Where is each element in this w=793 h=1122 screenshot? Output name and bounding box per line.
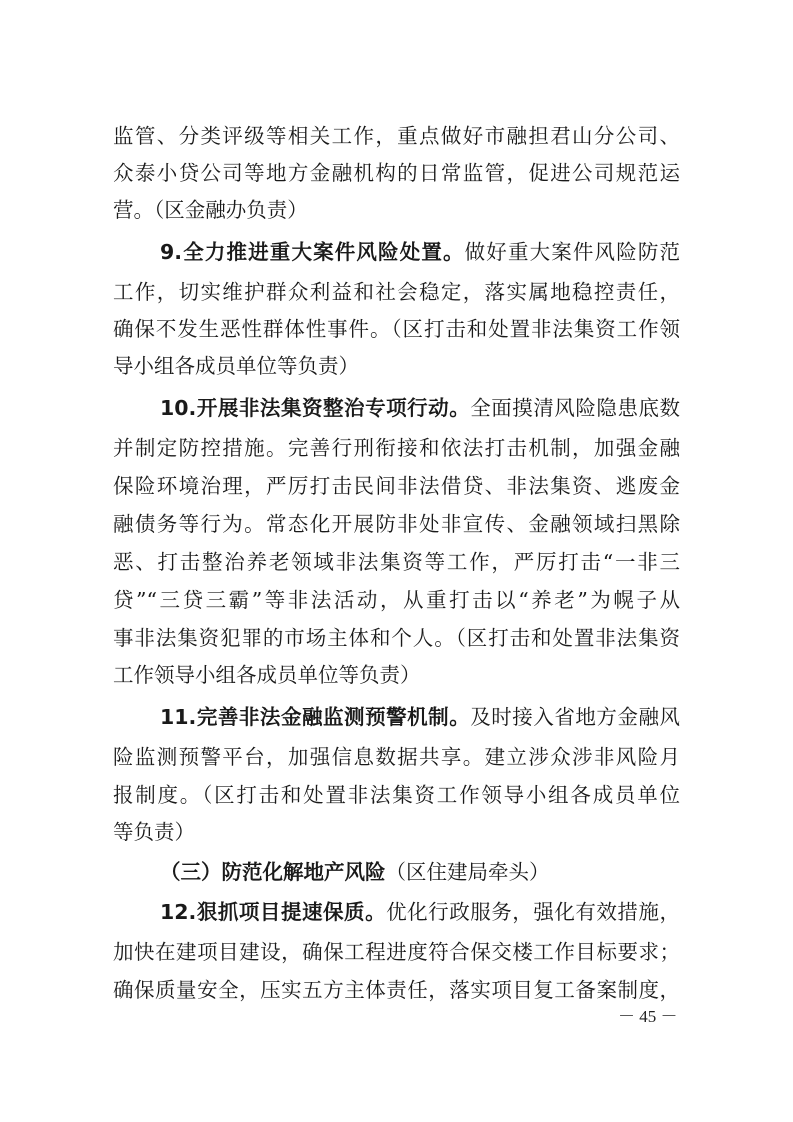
body-line: 营。（区金融办负责） <box>113 198 308 222</box>
page-number: － 45 － <box>618 1007 678 1026</box>
body-line: 贷”“三贷三霸”等非法活动，从重打击以“养老”为幌子从 <box>113 588 680 612</box>
body-line: 导小组各成员单位等负责） <box>113 354 359 378</box>
body-line: 加快在建项目建设，确保工程进度符合保交楼工作目标要求； <box>113 940 680 964</box>
body-line: 确保质量安全，压实五方主体责任，落实项目复工备案制度， <box>113 978 680 1002</box>
body-line: 保险环境治理，严厉打击民间非法借贷、非法集资、逃废金 <box>113 474 680 498</box>
subsection-3-line: （三）防范化解地产风险（区住建局牵头） <box>160 860 550 884</box>
section-12-line: 12.狠抓项目提速保质。优化行政服务，强化有效措施， <box>160 900 680 924</box>
body-line: 监管、分类评级等相关工作，重点做好市融担君山分公司、 <box>113 124 680 148</box>
section-10-line: 10.开展非法集资整治专项行动。全面摸清风险隐患底数 <box>160 396 680 420</box>
body-line: 众泰小贷公司等地方金融机构的日常监管，促进公司规范运 <box>113 161 680 185</box>
body-line: 等负责） <box>113 820 195 844</box>
body-line: 工作，切实维护群众利益和社会稳定，落实属地稳控责任， <box>113 280 680 304</box>
body-line: 险监测预警平台，加强信息数据共享。建立涉众涉非风险月 <box>113 745 680 769</box>
section-9-heading: 9.全力推进重大案件风险处置。 <box>160 240 465 264</box>
body-line: 事非法集资犯罪的市场主体和个人。（区打击和处置非法集资 <box>113 626 680 650</box>
body-line: 融债务等行为。常态化开展防非处非宣传、金融领域扫黑除 <box>113 512 680 536</box>
section-10-heading: 10.开展非法集资整治专项行动。 <box>160 396 471 420</box>
section-11-heading: 11.完善非法金融监测预警机制。 <box>160 705 471 729</box>
body-line: 确保不发生恶性群体性事件。（区打击和处置非法集资工作领 <box>113 317 680 341</box>
subsection-3-heading: （三）防范化解地产风险 <box>160 860 386 884</box>
body-line: 报制度。（区打击和处置非法集资工作领导小组各成员单位 <box>113 783 680 807</box>
body-line: 工作领导小组各成员单位等负责） <box>113 663 421 687</box>
section-9-line: 9.全力推进重大案件风险处置。做好重大案件风险防范 <box>160 240 681 264</box>
body-line: 恶、打击整治养老领域非法集资等工作，严厉打击“一非三 <box>113 550 680 574</box>
body-line: 并制定防控措施。完善行刑衔接和依法打击机制，加强金融 <box>113 436 680 460</box>
section-12-heading: 12.狠抓项目提速保质。 <box>160 900 387 924</box>
section-11-line: 11.完善非法金融监测预警机制。及时接入省地方金融风 <box>160 705 680 729</box>
